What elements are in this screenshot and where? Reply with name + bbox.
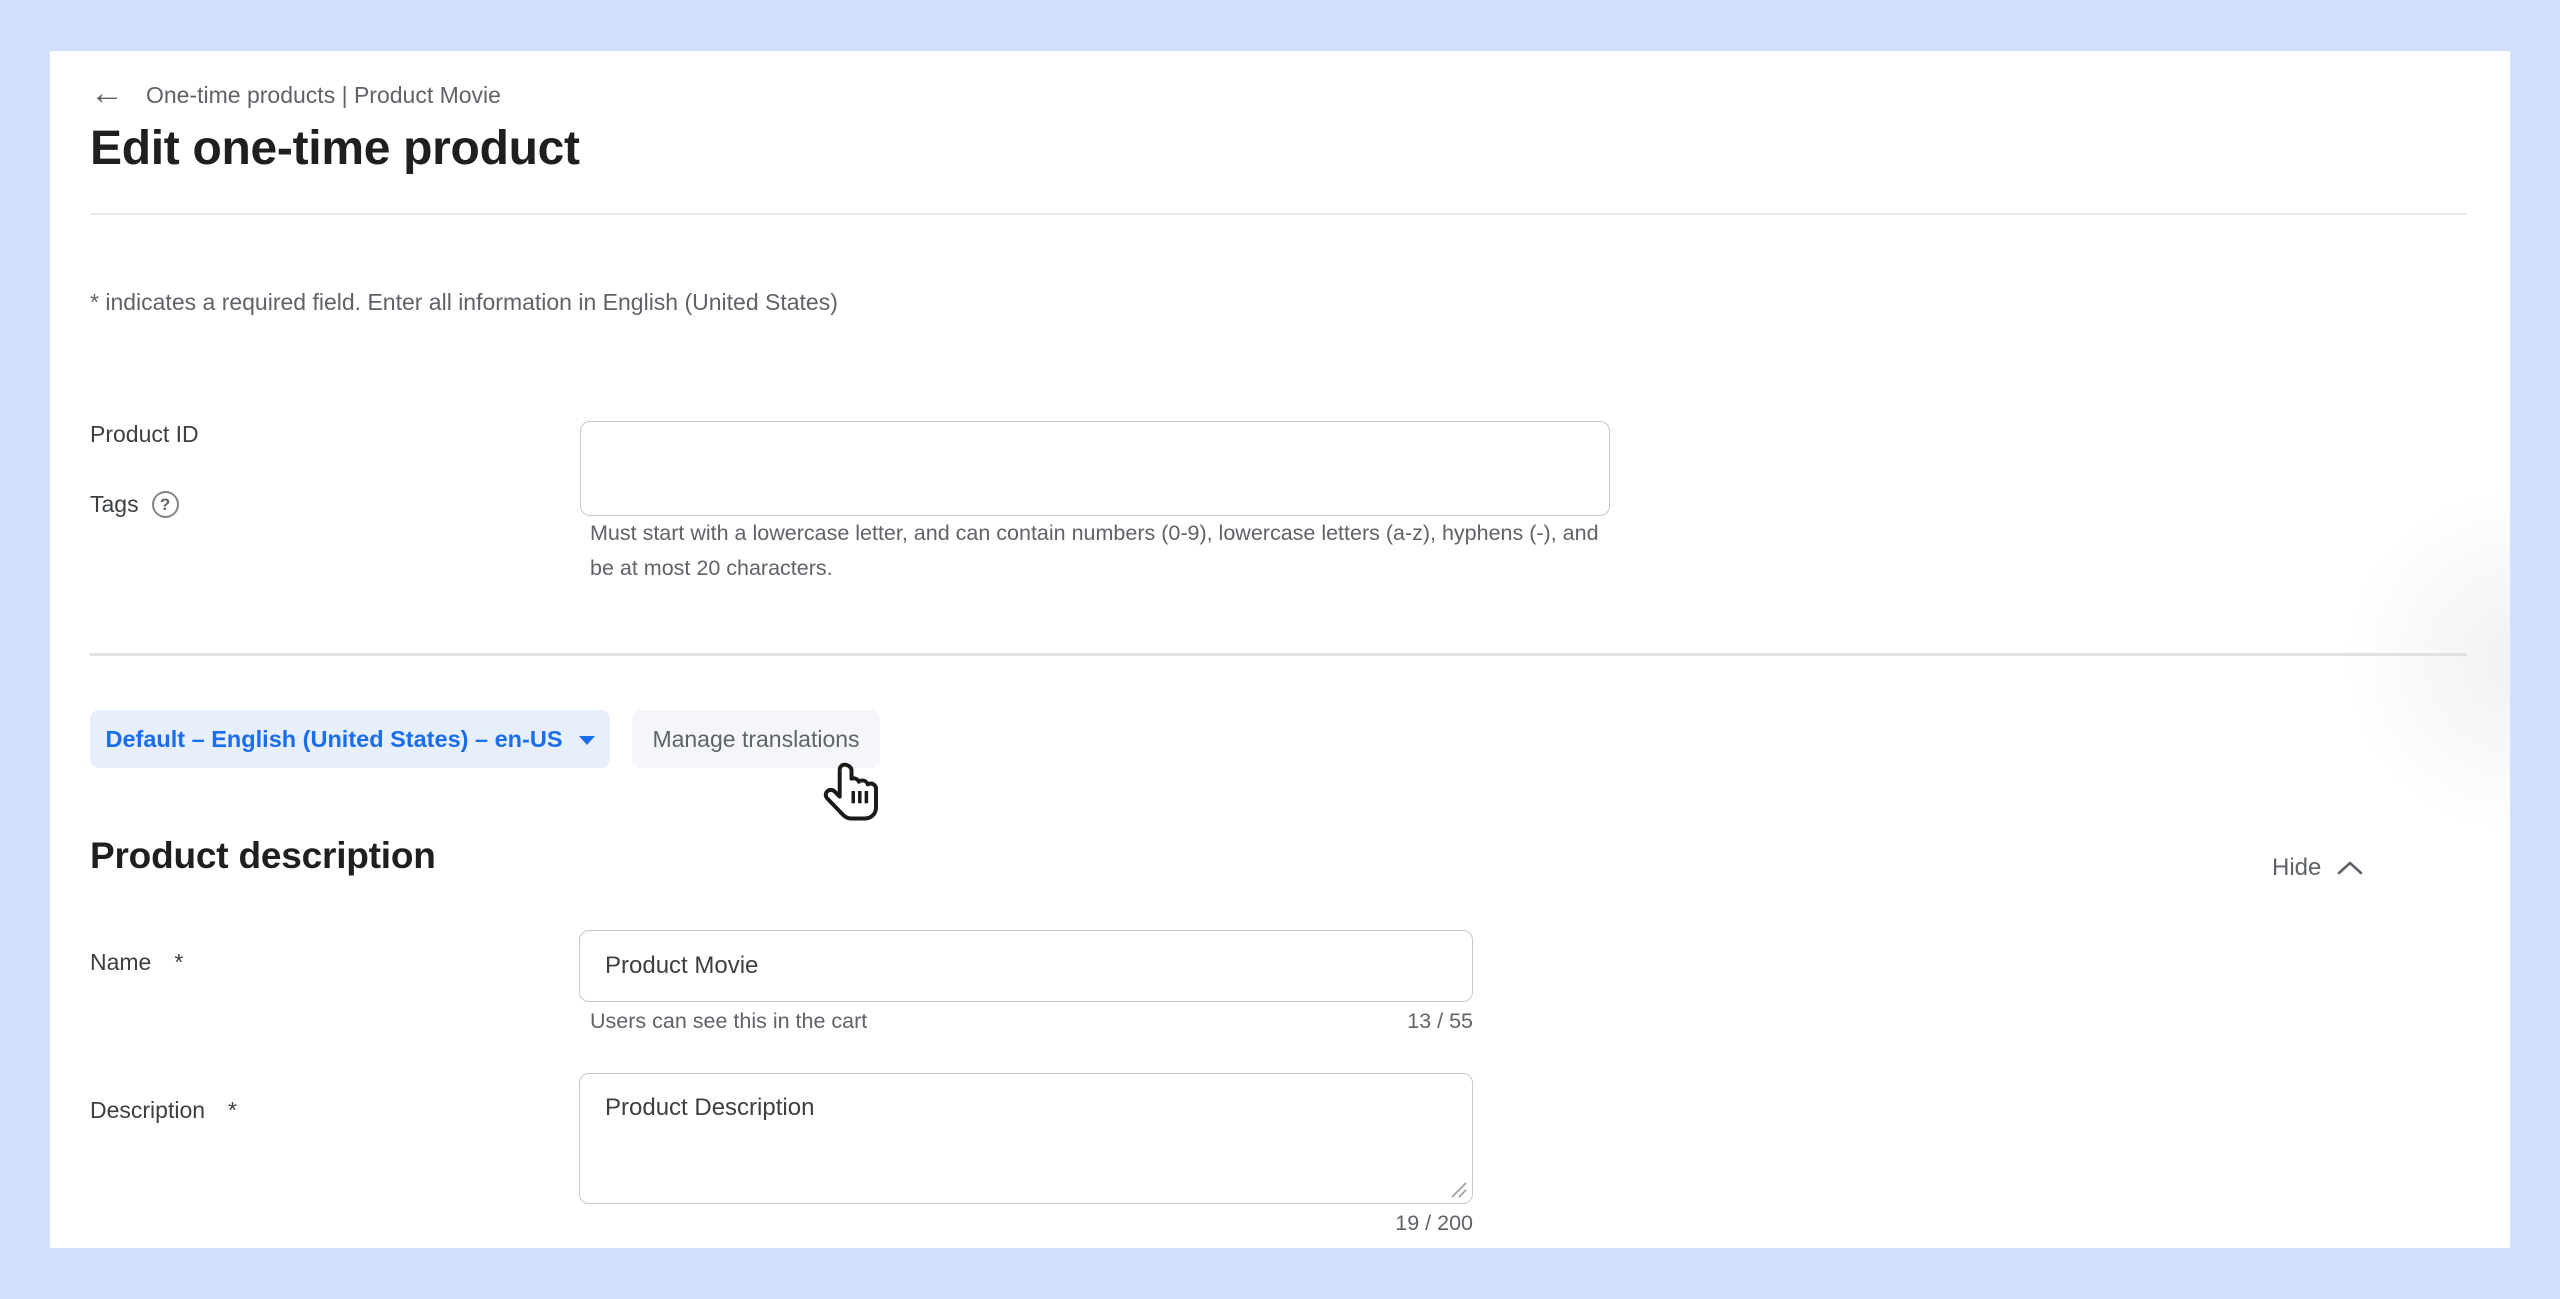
hide-label: Hide [2272, 854, 2322, 881]
page-title: Edit one-time product [90, 122, 580, 175]
manage-translations-label: Manage translations [652, 725, 860, 752]
section-title: Product description [90, 835, 436, 876]
tags-label-text: Tags [90, 491, 139, 517]
hide-section-toggle[interactable] [2272, 851, 2363, 885]
language-selector-dropdown[interactable] [90, 710, 610, 768]
product-id-label [90, 421, 199, 448]
tags-label [90, 491, 179, 518]
tags-help-text: Must start with a lowercase letter, and can contain numbers (0-9), lowercase letters (a-z), hyphens (-), and be at most 20 characters. [590, 521, 1599, 580]
right-edge-glow [2330, 491, 2510, 831]
chevron-up-icon [2337, 860, 2363, 876]
required-field-note: * indicates a required field. Enter all information in English (United States) [90, 289, 838, 315]
name-input[interactable] [579, 930, 1473, 1002]
description-label-text: Description [90, 1097, 206, 1123]
name-helper-row [590, 1009, 1473, 1034]
language-selector-label: Default – English (United States) – en-US [105, 725, 563, 752]
edit-product-card [50, 51, 2510, 1248]
title-divider [90, 213, 2467, 215]
name-char-counter: 13 / 55 [1407, 1009, 1473, 1033]
breadcrumb-label: One-time products | Product Movie [146, 81, 501, 108]
section-divider [90, 653, 2467, 656]
description-required-marker: * [228, 1097, 237, 1123]
help-icon[interactable]: ? [152, 491, 179, 518]
description-char-counter: 19 / 200 [1395, 1211, 1473, 1235]
description-label [90, 1097, 237, 1124]
description-input[interactable] [579, 1073, 1473, 1204]
chevron-down-icon [579, 736, 595, 745]
name-label-text: Name [90, 949, 152, 975]
name-required-marker: * [174, 949, 184, 975]
name-helper-text: Users can see this in the cart [590, 1009, 868, 1033]
name-label [90, 949, 183, 976]
description-helper-row [590, 1211, 1473, 1236]
back-arrow-icon[interactable]: ← [90, 74, 124, 112]
tags-input[interactable] [580, 421, 1610, 516]
breadcrumb [90, 74, 501, 113]
product-id-label-text: Product ID [90, 421, 199, 447]
manage-translations-button[interactable] [632, 710, 880, 768]
